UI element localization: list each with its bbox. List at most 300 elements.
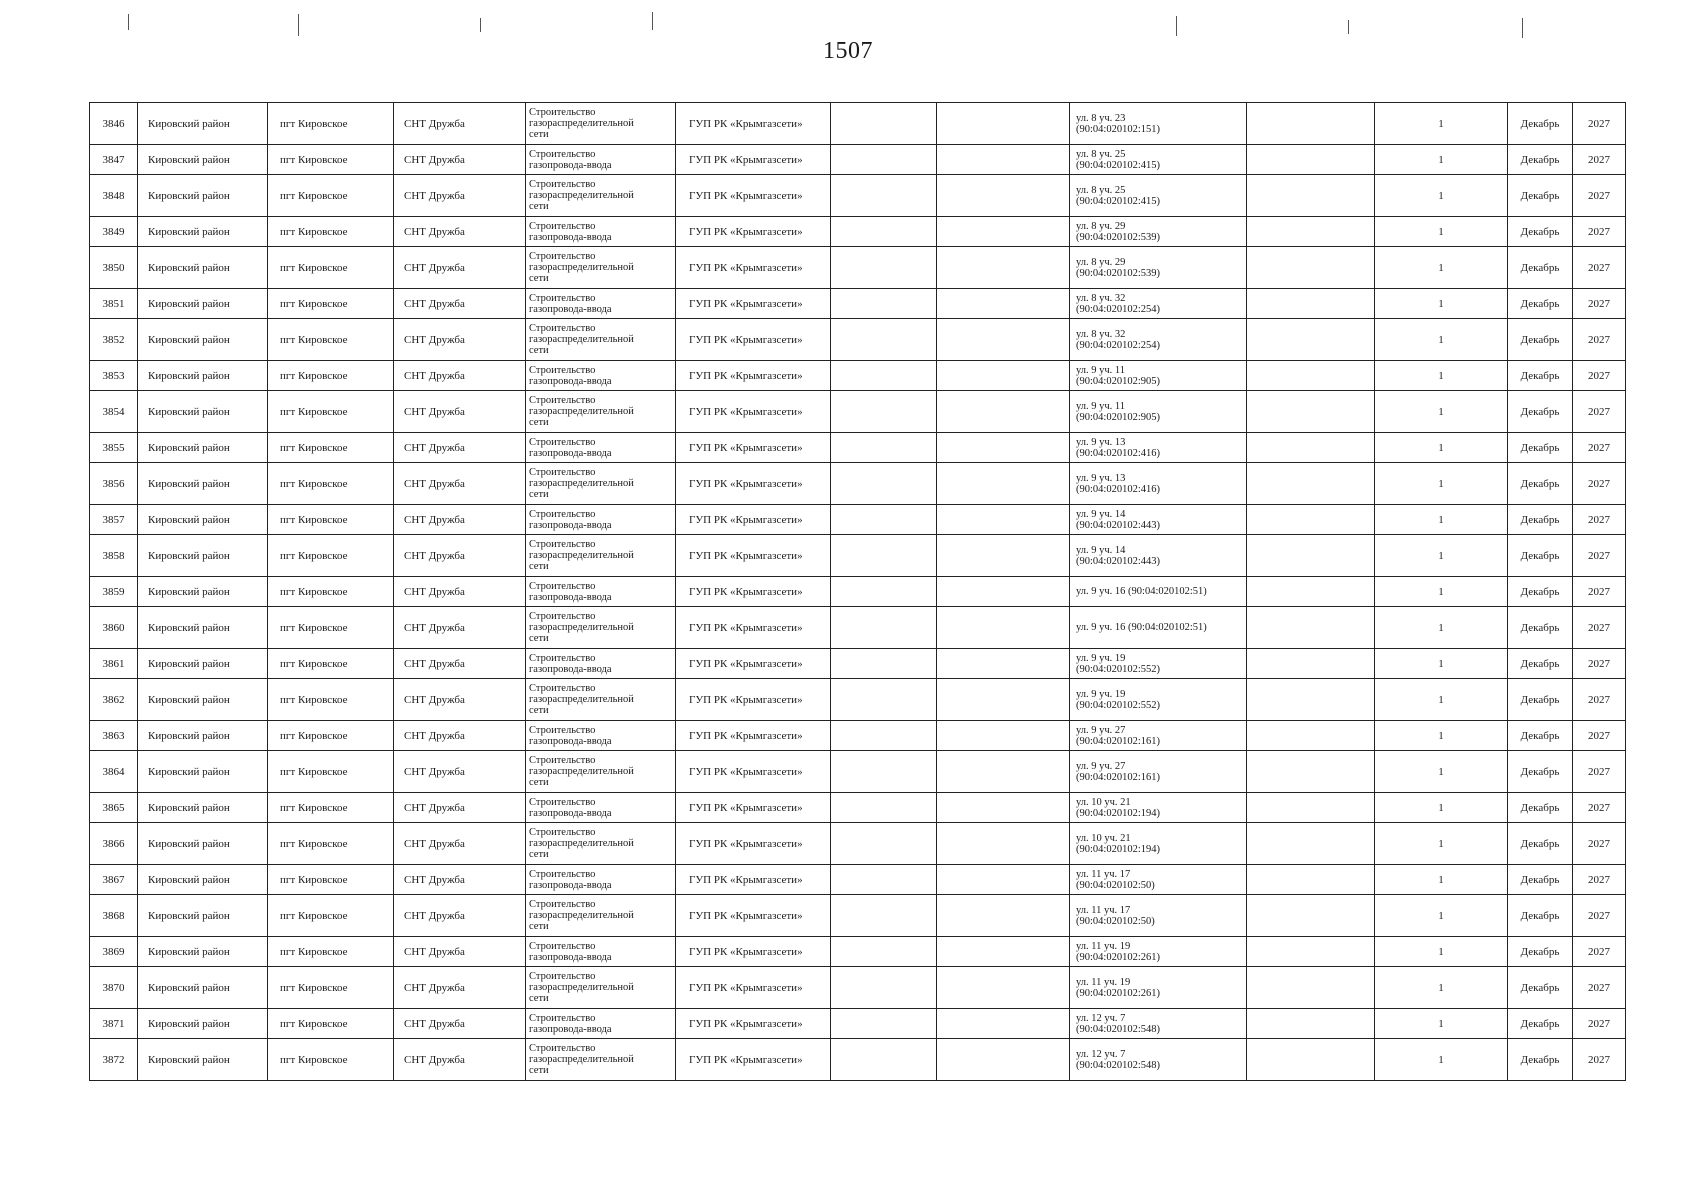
year-cell: 2027: [1573, 145, 1626, 175]
year-cell: 2027: [1573, 247, 1626, 289]
address-cell-line: (90:04:020102:548): [1076, 1023, 1160, 1035]
address-cell-line: (90:04:020102:416): [1076, 447, 1160, 459]
empty-cell: [831, 391, 937, 433]
row-number-cell: 3853: [90, 361, 138, 391]
organization-cell: ГУП РК «Крымгазсети»: [676, 577, 831, 607]
scan-mark: [1522, 18, 1523, 38]
quantity-cell: 1: [1375, 433, 1508, 463]
address-cell-line: ул. 9 уч. 14: [1076, 544, 1126, 556]
month-cell: Декабрь: [1508, 103, 1573, 145]
organization-cell: ГУП РК «Крымгазсети»: [676, 1009, 831, 1039]
work-type-cell-line: Строительство: [529, 1012, 596, 1024]
address-cell-line: (90:04:020102:552): [1076, 699, 1160, 711]
address-cell-line: ул. 8 уч. 25: [1076, 148, 1126, 160]
empty-cell: [831, 865, 937, 895]
work-type-cell: [526, 865, 676, 895]
empty-cell: [831, 607, 937, 649]
quantity-cell: 1: [1375, 937, 1508, 967]
empty-cell: [937, 463, 1070, 505]
district-cell: Кировский район: [138, 793, 268, 823]
empty-cell: [1247, 1009, 1375, 1039]
district-cell: Кировский район: [138, 463, 268, 505]
district-cell: Кировский район: [138, 103, 268, 145]
month-cell: Декабрь: [1508, 433, 1573, 463]
district-cell: Кировский район: [138, 967, 268, 1009]
snt-cell: СНТ Дружба: [394, 865, 526, 895]
locality-cell: пгт Кировское: [268, 1039, 394, 1081]
work-type-cell: [526, 175, 676, 217]
work-type-cell-line: Строительство: [529, 179, 596, 190]
address-cell-line: (90:04:020102:194): [1076, 807, 1160, 819]
quantity-cell: 1: [1375, 319, 1508, 361]
work-type-cell-line: Строительство: [529, 796, 596, 808]
organization-cell: ГУП РК «Крымгазсети»: [676, 937, 831, 967]
district-cell: Кировский район: [138, 319, 268, 361]
address-cell-line: (90:04:020102:261): [1076, 987, 1160, 999]
locality-cell: пгт Кировское: [268, 463, 394, 505]
work-type-cell-line: Строительство: [529, 724, 596, 736]
table-row: [90, 463, 1626, 505]
empty-cell: [831, 577, 937, 607]
empty-cell: [831, 535, 937, 577]
month-cell: Декабрь: [1508, 289, 1573, 319]
organization-cell: ГУП РК «Крымгазсети»: [676, 433, 831, 463]
empty-cell: [937, 679, 1070, 721]
empty-cell: [831, 505, 937, 535]
work-type-cell-line: Строительство: [529, 292, 596, 304]
empty-cell: [937, 433, 1070, 463]
year-cell: 2027: [1573, 577, 1626, 607]
work-type-cell-line: газопровода-ввода: [529, 375, 612, 387]
address-cell: [1070, 793, 1247, 823]
quantity-cell: 1: [1375, 577, 1508, 607]
address-cell: [1070, 577, 1247, 607]
district-cell: Кировский район: [138, 751, 268, 793]
work-type-cell: [526, 679, 676, 721]
month-cell: Декабрь: [1508, 505, 1573, 535]
year-cell: 2027: [1573, 793, 1626, 823]
empty-cell: [831, 175, 937, 217]
year-cell: 2027: [1573, 1039, 1626, 1081]
snt-cell: СНТ Дружба: [394, 937, 526, 967]
month-cell: Декабрь: [1508, 247, 1573, 289]
address-cell: [1070, 505, 1247, 535]
address-cell-line: (90:04:020102:50): [1076, 879, 1155, 891]
address-cell-line: ул. 9 уч. 27: [1076, 724, 1126, 736]
row-number-cell: 3859: [90, 577, 138, 607]
district-cell: Кировский район: [138, 721, 268, 751]
work-type-cell-line: Строительство: [529, 940, 596, 952]
work-type-cell-line: газопровода-ввода: [529, 1023, 612, 1035]
address-cell-line: ул. 12 уч. 7: [1076, 1048, 1126, 1060]
work-type-cell-line: газопровода-ввода: [529, 159, 612, 171]
empty-cell: [937, 937, 1070, 967]
locality-cell: пгт Кировское: [268, 1009, 394, 1039]
row-number-cell: 3870: [90, 967, 138, 1009]
address-cell-line: (90:04:020102:905): [1076, 411, 1160, 423]
work-type-cell: [526, 217, 676, 247]
address-cell: [1070, 1039, 1247, 1081]
district-cell: Кировский район: [138, 391, 268, 433]
address-cell-line: ул. 9 уч. 19: [1076, 688, 1126, 700]
row-number-cell: 3867: [90, 865, 138, 895]
address-cell: [1070, 895, 1247, 937]
month-cell: Декабрь: [1508, 535, 1573, 577]
work-type-cell: [526, 721, 676, 751]
organization-cell: ГУП РК «Крымгазсети»: [676, 145, 831, 175]
row-number-cell: 3848: [90, 175, 138, 217]
empty-cell: [831, 103, 937, 145]
address-cell-line: (90:04:020102:443): [1076, 555, 1160, 567]
snt-cell: СНТ Дружба: [394, 391, 526, 433]
row-number-cell: 3846: [90, 103, 138, 145]
table-row: [90, 577, 1626, 607]
empty-cell: [1247, 217, 1375, 247]
empty-cell: [937, 391, 1070, 433]
empty-cell: [831, 793, 937, 823]
address-cell: [1070, 649, 1247, 679]
address-cell: [1070, 217, 1247, 247]
quantity-cell: 1: [1375, 145, 1508, 175]
work-type-cell: [526, 103, 676, 145]
address-cell-line: (90:04:020102:552): [1076, 663, 1160, 675]
empty-cell: [937, 865, 1070, 895]
work-type-cell-line: сети: [529, 273, 549, 284]
empty-cell: [937, 793, 1070, 823]
work-type-cell-line: Строительство: [529, 148, 596, 160]
work-type-cell-line: газораспределительной: [529, 766, 634, 777]
empty-cell: [937, 361, 1070, 391]
empty-cell: [1247, 937, 1375, 967]
empty-cell: [1247, 433, 1375, 463]
work-type-cell-line: сети: [529, 417, 549, 428]
work-type-cell: [526, 895, 676, 937]
work-type-cell-line: Строительство: [529, 107, 596, 118]
year-cell: 2027: [1573, 505, 1626, 535]
organization-cell: ГУП РК «Крымгазсети»: [676, 535, 831, 577]
work-type-cell: [526, 391, 676, 433]
work-type-cell-line: Строительство: [529, 539, 596, 550]
year-cell: 2027: [1573, 967, 1626, 1009]
locality-cell: пгт Кировское: [268, 721, 394, 751]
year-cell: 2027: [1573, 607, 1626, 649]
empty-cell: [937, 247, 1070, 289]
address-cell-line: (90:04:020102:254): [1076, 303, 1160, 315]
address-cell-line: ул. 8 уч. 29: [1076, 220, 1126, 232]
year-cell: 2027: [1573, 289, 1626, 319]
locality-cell: пгт Кировское: [268, 751, 394, 793]
month-cell: Декабрь: [1508, 895, 1573, 937]
empty-cell: [1247, 463, 1375, 505]
work-type-cell-line: сети: [529, 921, 549, 932]
snt-cell: СНТ Дружба: [394, 361, 526, 391]
work-type-cell-line: Строительство: [529, 755, 596, 766]
snt-cell: СНТ Дружба: [394, 463, 526, 505]
quantity-cell: 1: [1375, 649, 1508, 679]
locality-cell: пгт Кировское: [268, 967, 394, 1009]
district-cell: Кировский район: [138, 577, 268, 607]
row-number-cell: 3868: [90, 895, 138, 937]
locality-cell: пгт Кировское: [268, 217, 394, 247]
address-cell: [1070, 391, 1247, 433]
empty-cell: [831, 289, 937, 319]
quantity-cell: 1: [1375, 361, 1508, 391]
empty-cell: [831, 937, 937, 967]
month-cell: Декабрь: [1508, 751, 1573, 793]
address-cell-line: (90:04:020102:194): [1076, 843, 1160, 855]
table-row: [90, 895, 1626, 937]
address-cell: [1070, 103, 1247, 145]
address-cell-line: ул. 12 уч. 7: [1076, 1012, 1126, 1024]
work-type-cell-line: газораспределительной: [529, 982, 634, 993]
empty-cell: [831, 319, 937, 361]
work-type-cell-line: газораспределительной: [529, 910, 634, 921]
work-type-cell-line: газораспределительной: [529, 190, 634, 201]
empty-cell: [937, 319, 1070, 361]
month-cell: Декабрь: [1508, 577, 1573, 607]
quantity-cell: 1: [1375, 823, 1508, 865]
year-cell: 2027: [1573, 751, 1626, 793]
row-number-cell: 3861: [90, 649, 138, 679]
district-cell: Кировский район: [138, 145, 268, 175]
work-type-cell-line: газораспределительной: [529, 406, 634, 417]
quantity-cell: 1: [1375, 793, 1508, 823]
table-row: [90, 505, 1626, 535]
empty-cell: [1247, 865, 1375, 895]
snt-cell: СНТ Дружба: [394, 1009, 526, 1039]
work-type-cell-line: газопровода-ввода: [529, 231, 612, 243]
organization-cell: ГУП РК «Крымгазсети»: [676, 217, 831, 247]
empty-cell: [1247, 895, 1375, 937]
district-cell: Кировский район: [138, 679, 268, 721]
year-cell: 2027: [1573, 823, 1626, 865]
address-cell: [1070, 1009, 1247, 1039]
month-cell: Декабрь: [1508, 721, 1573, 751]
snt-cell: СНТ Дружба: [394, 535, 526, 577]
quantity-cell: 1: [1375, 217, 1508, 247]
empty-cell: [831, 145, 937, 175]
empty-cell: [937, 535, 1070, 577]
locality-cell: пгт Кировское: [268, 505, 394, 535]
work-type-cell: [526, 967, 676, 1009]
address-cell-line: (90:04:020102:161): [1076, 771, 1160, 783]
snt-cell: СНТ Дружба: [394, 649, 526, 679]
work-type-cell-line: газопровода-ввода: [529, 879, 612, 891]
quantity-cell: 1: [1375, 751, 1508, 793]
empty-cell: [831, 247, 937, 289]
organization-cell: ГУП РК «Крымгазсети»: [676, 361, 831, 391]
work-type-cell: [526, 319, 676, 361]
table-row: [90, 967, 1626, 1009]
table-row: [90, 793, 1626, 823]
address-cell-line: ул. 9 уч. 13: [1076, 436, 1126, 448]
year-cell: 2027: [1573, 319, 1626, 361]
row-number-cell: 3872: [90, 1039, 138, 1081]
month-cell: Декабрь: [1508, 967, 1573, 1009]
address-cell-line: (90:04:020102:415): [1076, 159, 1160, 171]
organization-cell: ГУП РК «Крымгазсети»: [676, 607, 831, 649]
address-cell-line: ул. 9 уч. 11: [1076, 400, 1126, 412]
month-cell: Декабрь: [1508, 217, 1573, 247]
year-cell: 2027: [1573, 217, 1626, 247]
quantity-cell: 1: [1375, 289, 1508, 319]
work-type-cell-line: сети: [529, 705, 549, 716]
address-cell-line: ул. 9 уч. 13: [1076, 472, 1126, 484]
organization-cell: ГУП РК «Крымгазсети»: [676, 463, 831, 505]
organization-cell: ГУП РК «Крымгазсети»: [676, 175, 831, 217]
empty-cell: [1247, 319, 1375, 361]
empty-cell: [831, 361, 937, 391]
table-row: [90, 865, 1626, 895]
empty-cell: [1247, 751, 1375, 793]
work-type-cell: [526, 823, 676, 865]
year-cell: 2027: [1573, 391, 1626, 433]
organization-cell: ГУП РК «Крымгазсети»: [676, 967, 831, 1009]
year-cell: 2027: [1573, 937, 1626, 967]
work-type-cell-line: Строительство: [529, 899, 596, 910]
address-cell: [1070, 247, 1247, 289]
snt-cell: СНТ Дружба: [394, 247, 526, 289]
year-cell: 2027: [1573, 865, 1626, 895]
address-cell-line: (90:04:020102:415): [1076, 195, 1160, 207]
empty-cell: [937, 175, 1070, 217]
organization-cell: ГУП РК «Крымгазсети»: [676, 649, 831, 679]
work-type-cell-line: Строительство: [529, 251, 596, 262]
organization-cell: ГУП РК «Крымгазсети»: [676, 1039, 831, 1081]
scan-mark: [1176, 16, 1177, 36]
scan-mark: [480, 18, 481, 32]
empty-cell: [1247, 535, 1375, 577]
month-cell: Декабрь: [1508, 937, 1573, 967]
organization-cell: ГУП РК «Крымгазсети»: [676, 751, 831, 793]
empty-cell: [937, 217, 1070, 247]
work-type-cell-line: сети: [529, 849, 549, 860]
quantity-cell: 1: [1375, 865, 1508, 895]
empty-cell: [1247, 505, 1375, 535]
month-cell: Декабрь: [1508, 175, 1573, 217]
snt-cell: СНТ Дружба: [394, 1039, 526, 1081]
table-row: [90, 721, 1626, 751]
scan-mark: [128, 14, 129, 30]
address-cell-line: (90:04:020102:416): [1076, 483, 1160, 495]
address-cell: [1070, 967, 1247, 1009]
locality-cell: пгт Кировское: [268, 289, 394, 319]
row-number-cell: 3856: [90, 463, 138, 505]
empty-cell: [831, 751, 937, 793]
snt-cell: СНТ Дружба: [394, 793, 526, 823]
row-number-cell: 3851: [90, 289, 138, 319]
work-type-cell: [526, 145, 676, 175]
year-cell: 2027: [1573, 433, 1626, 463]
page-number: 1507: [823, 38, 873, 64]
empty-cell: [1247, 721, 1375, 751]
empty-cell: [1247, 175, 1375, 217]
table-row: [90, 289, 1626, 319]
work-type-cell-line: газопровода-ввода: [529, 519, 612, 531]
empty-cell: [937, 145, 1070, 175]
address-cell-line: ул. 11 уч. 17: [1076, 868, 1131, 880]
address-cell-line: ул. 9 уч. 16 (90:04:020102:51): [1076, 622, 1207, 633]
district-cell: Кировский район: [138, 535, 268, 577]
empty-cell: [1247, 793, 1375, 823]
empty-cell: [831, 679, 937, 721]
empty-cell: [831, 463, 937, 505]
address-cell: [1070, 535, 1247, 577]
empty-cell: [831, 433, 937, 463]
work-type-cell-line: Строительство: [529, 220, 596, 232]
quantity-cell: 1: [1375, 1039, 1508, 1081]
work-type-cell: [526, 505, 676, 535]
empty-cell: [1247, 577, 1375, 607]
work-type-cell: [526, 649, 676, 679]
quantity-cell: 1: [1375, 391, 1508, 433]
organization-cell: ГУП РК «Крымгазсети»: [676, 391, 831, 433]
scan-mark: [652, 12, 653, 30]
address-cell: [1070, 823, 1247, 865]
locality-cell: пгт Кировское: [268, 937, 394, 967]
snt-cell: СНТ Дружба: [394, 145, 526, 175]
empty-cell: [937, 649, 1070, 679]
locality-cell: пгт Кировское: [268, 103, 394, 145]
empty-cell: [1247, 103, 1375, 145]
work-type-cell-line: газораспределительной: [529, 1054, 634, 1065]
work-type-cell-line: сети: [529, 489, 549, 500]
table-row: [90, 679, 1626, 721]
empty-cell: [1247, 391, 1375, 433]
empty-cell: [1247, 289, 1375, 319]
organization-cell: ГУП РК «Крымгазсети»: [676, 865, 831, 895]
organization-cell: ГУП РК «Крымгазсети»: [676, 679, 831, 721]
address-cell: [1070, 865, 1247, 895]
table-row: [90, 823, 1626, 865]
address-cell-line: ул. 9 уч. 16 (90:04:020102:51): [1076, 586, 1207, 597]
month-cell: Декабрь: [1508, 1009, 1573, 1039]
row-number-cell: 3866: [90, 823, 138, 865]
work-type-cell-line: газораспределительной: [529, 838, 634, 849]
empty-cell: [937, 607, 1070, 649]
empty-cell: [937, 1009, 1070, 1039]
month-cell: Декабрь: [1508, 679, 1573, 721]
table-row: [90, 751, 1626, 793]
empty-cell: [937, 1039, 1070, 1081]
empty-cell: [937, 103, 1070, 145]
year-cell: 2027: [1573, 535, 1626, 577]
address-cell-line: ул. 9 уч. 27: [1076, 760, 1126, 772]
work-type-cell-line: Строительство: [529, 467, 596, 478]
snt-cell: СНТ Дружба: [394, 289, 526, 319]
work-type-cell-line: сети: [529, 201, 549, 212]
year-cell: 2027: [1573, 649, 1626, 679]
quantity-cell: 1: [1375, 679, 1508, 721]
table-row: [90, 319, 1626, 361]
address-cell-line: ул. 8 уч. 25: [1076, 184, 1126, 196]
table-row: [90, 535, 1626, 577]
work-type-cell: [526, 463, 676, 505]
work-type-cell-line: Строительство: [529, 652, 596, 664]
month-cell: Декабрь: [1508, 361, 1573, 391]
address-cell: [1070, 289, 1247, 319]
scan-mark: [298, 14, 299, 36]
table-row: [90, 103, 1626, 145]
quantity-cell: 1: [1375, 967, 1508, 1009]
table-row: [90, 433, 1626, 463]
table-row: [90, 649, 1626, 679]
work-type-cell-line: сети: [529, 777, 549, 788]
district-cell: Кировский район: [138, 175, 268, 217]
snt-cell: СНТ Дружба: [394, 577, 526, 607]
empty-cell: [1247, 823, 1375, 865]
snt-cell: СНТ Дружба: [394, 967, 526, 1009]
